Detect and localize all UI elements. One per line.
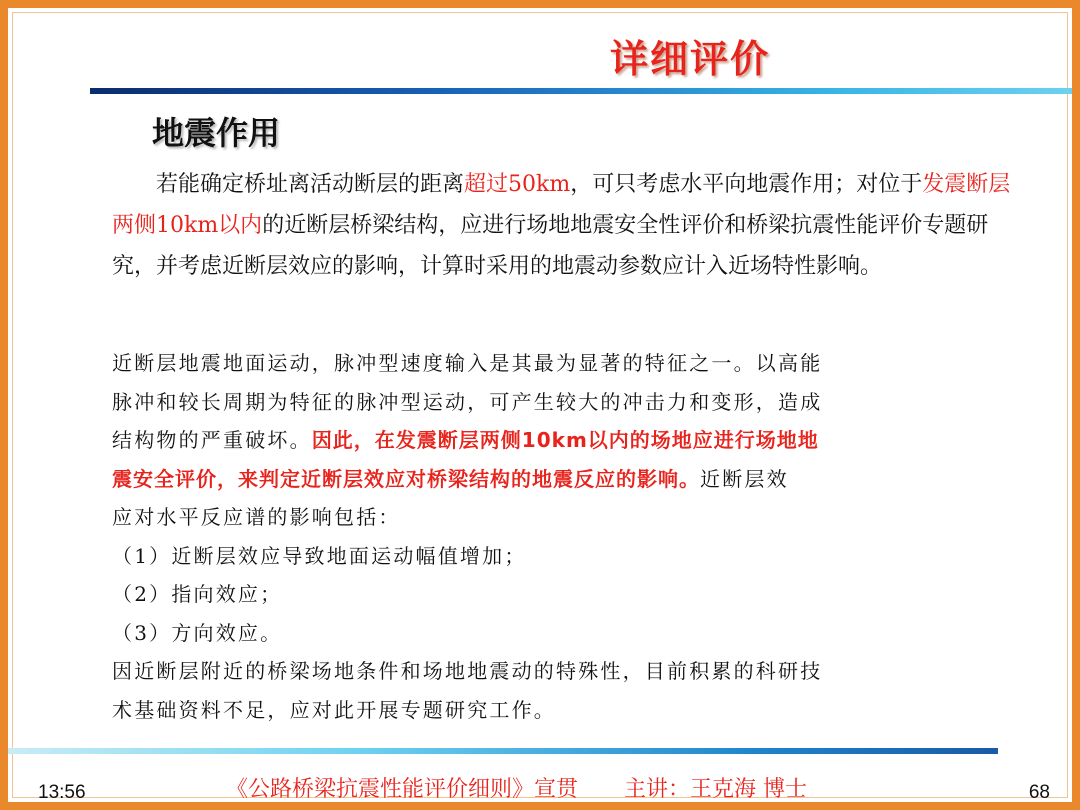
detail-line-3 bbox=[112, 421, 992, 460]
page-number: 68 bbox=[1028, 782, 1050, 803]
intro-text-3: 的近断层桥梁结构，应进行场地地震安全性评价和桥梁抗震性能评价专题研究，并考虑近断层效应的影响，计算时采用的地震动参数应计入近场特性影响。 bbox=[112, 213, 989, 279]
detail-paragraph bbox=[112, 344, 992, 729]
detail-line-2: 脉冲和较长周期为特征的脉冲型运动，可产生较大的冲击力和变形，造成 bbox=[112, 389, 823, 414]
intro-highlight-fault-zone: 发震断层两侧10km以内 bbox=[112, 172, 1011, 238]
detail-line-4-text: 近断层效 bbox=[700, 466, 789, 491]
detail-line-5: 应对水平反应谱的影响包括： bbox=[112, 505, 401, 529]
slide-title: 详细评价 bbox=[609, 37, 770, 81]
list-item-1: （1）近断层效应导致地面运动幅值增加； bbox=[112, 543, 527, 568]
intro-text-1: 若能确定桥址离活动断层的距离 bbox=[156, 172, 465, 197]
intro-text-2: ，可只考虑水平向地震作用；对位于 bbox=[570, 172, 923, 197]
detail-line-4-highlight: 震安全评价，来判定近断层效应对桥梁结构的地震反应的影响。 bbox=[112, 466, 700, 491]
detail-line-4 bbox=[112, 460, 992, 499]
footer-course-title: 《公路桥梁抗震性能评价细则》宣贯 bbox=[226, 777, 579, 802]
intro-paragraph bbox=[112, 164, 1022, 287]
detail-line-3-highlight: 因此，在发震断层两侧10km以内的场地应进行场地地 bbox=[311, 428, 819, 452]
title-divider-bar bbox=[90, 88, 1080, 94]
section-heading: 地震作用 bbox=[152, 114, 281, 152]
detail-line-3-text: 结构物的严重破坏。 bbox=[112, 428, 312, 452]
list-item-3: （3）方向效应。 bbox=[112, 620, 283, 645]
footer-course-info bbox=[226, 772, 807, 803]
detail-line-1: 近断层地震地面运动，脉冲型速度输入是其最为显著的特征之一。以高能 bbox=[112, 351, 823, 375]
footer-lecturer: 主讲：王克海 博士 bbox=[624, 777, 808, 802]
footer-divider-bar bbox=[8, 748, 998, 754]
detail-line-10: 术基础资料不足，应对此开展专题研究工作。 bbox=[112, 697, 556, 722]
intro-highlight-distance: 超过50km bbox=[464, 172, 571, 197]
detail-line-9: 因近断层附近的桥梁场地条件和场地地震动的特殊性，目前积累的科研技 bbox=[112, 659, 823, 683]
list-item-2: （2）指向效应； bbox=[112, 582, 283, 606]
footer-time: 13:56 bbox=[38, 782, 86, 803]
